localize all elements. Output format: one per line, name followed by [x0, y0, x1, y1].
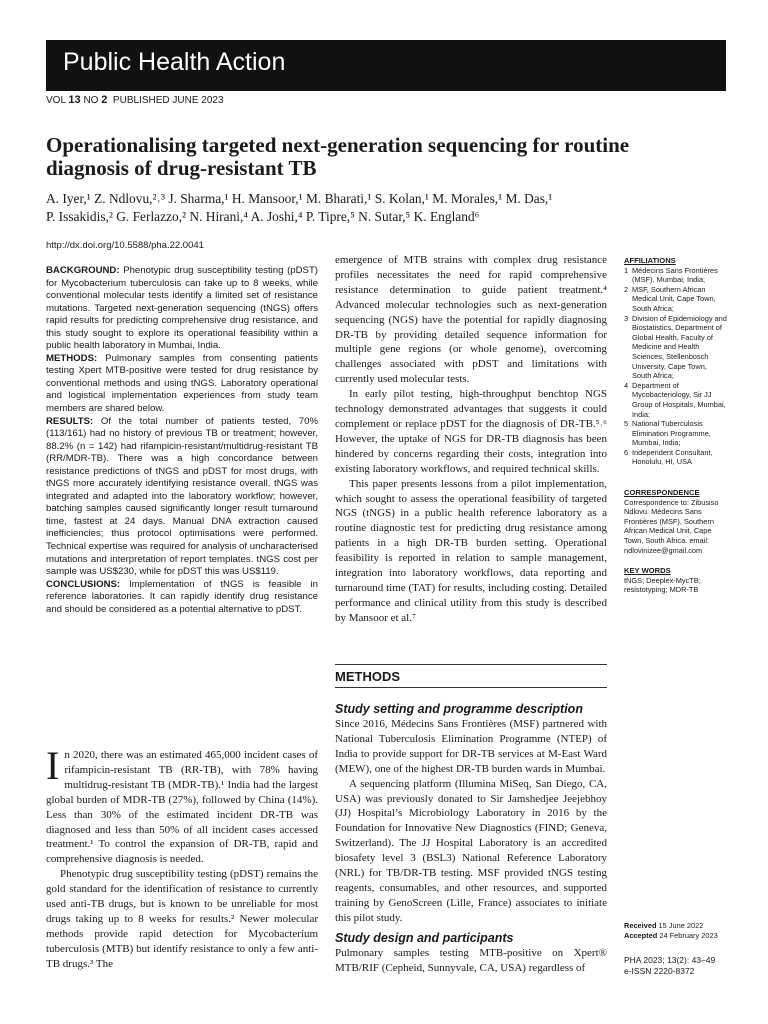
affiliation-item [624, 381, 728, 419]
affiliations-list [624, 266, 728, 467]
affiliation-text: MSF, Southern African Medical Unit, Cape Town, South Africa; [632, 284, 716, 313]
citation-block [624, 955, 734, 977]
vol-number: 13 [68, 94, 81, 106]
authors-line-2: P. Issakidis,² G. Ferlazzo,² N. Hirani,⁴ A. Joshi,⁴ P. Tipre,⁵ N. Sutar,⁵ K. England⁶ [46, 209, 480, 224]
affiliation-number: 4 [624, 380, 629, 390]
authors-line-1: A. Iyer,¹ Z. Ndlovu,²˒³ J. Sharma,¹ H. Mansoor,¹ M. Bharati,¹ S. Kolan,¹ M. Morales,¹ M. Das,¹ [46, 191, 553, 206]
vol-label: VOL [46, 95, 66, 106]
methods-heading: METHODS [335, 664, 607, 688]
methods-column [335, 701, 607, 976]
no-label: NO [83, 95, 99, 106]
affiliation-number: 5 [624, 419, 629, 429]
intro-paragraph-1: In 2020, there was an estimated 465,000 incident cases of rifampicin-resistant TB (RR-TB), with 78% having multidrug-resistant TB (MDR-TB).¹ India had the largest global burden of MDR-TB (27%), followed by China (14%). Less than 30% of the estimated incident DR-TB was diagnosed and less than 50% of all incident cases accessed treatment.¹ To control the expansion of DR-TB, rapid and comprehensive diagnosis is needed. [46, 743, 318, 866]
methods-paragraph-3: Pulmonary samples testing MTB-positive on Xpert® MTB/RIF (Cepheid, Sunnyvale, CA, USA) regardless of [335, 946, 607, 974]
issue-number: 2 [101, 94, 108, 106]
affiliation-text: National Tuberculosis Elimination Programme, Mumbai, India; [632, 419, 711, 448]
accepted-date: 24 February 2023 [659, 930, 718, 940]
correspondence-heading: CORRESPONDENCE [624, 488, 700, 497]
eissn: e-ISSN 2220-8372 [624, 966, 695, 976]
affiliation-item [624, 314, 728, 381]
keywords-block [624, 566, 728, 595]
abstract-background: BACKGROUND: Phenotypic drug susceptibility testing (pDST) for Mycobacterium tuberculosis can take up to 8 weeks, while conventional molecular tests identify a limited set of resistance mutations. Targeted next-generation sequencing (tNGS) offers rapid results for predicting comprehensive drug resistance, and this study sought to explore its operational feasibility within a public health laboratory in Mumbai, India. [46, 265, 318, 352]
subheading-study-design: Study design and participants [335, 930, 514, 945]
methods-paragraph-2: A sequencing platform (Illumina MiSeq, San Diego, CA, USA) was previously donated to Sir Jamshedjee Jeejebhoy (JJ) Hospital’s Microbiology Laboratory in 2016 by the Foundation for Innovative New Diagnostics (FIND; Geneva, Switzerland). The JJ Hospital Laboratory is an accredited biosafety level 3 (BSL3) National Reference Laboratory (NRL) for TB/DR-TB testing. MSF provided tNGS testing reagents, consumables, and other resources, and supported training by GenoScreen (Lille, France) associates to initiate this pilot study. [335, 777, 607, 924]
affiliations-heading: AFFILIATIONS [624, 256, 676, 265]
dates-block [624, 921, 734, 940]
affiliation-text: Division of Epidemiology and Biostatistics, Department of Global Health, Faculty of Medicine and Health Sciences, Stellenbosch University, Cape Town, South Africa; [632, 313, 727, 381]
affiliation-number: 3 [624, 313, 629, 323]
affiliation-item [624, 419, 728, 448]
subheading-study-setting: Study setting and programme description [335, 702, 583, 716]
intro-paragraph-4: In early pilot testing, high-throughput benchtop NGS technology demonstrated advantages that suggests it could complement or replace pDST for the diagnosis of DR-TB.⁵˒⁶ However, the uptake of NGS for DR-TB diagnosis has been hindered by concerns regarding their costs, integration into existing laboratory workflows, and required technical skills. [335, 388, 607, 475]
abstract-conclusions: CONCLUSIONS: Implementation of tNGS is feasible in reference laboratories. It can rapidly identify drug resistance and should be considered as a potential alternative to pDST. [46, 578, 318, 615]
journal-name: Public Health Action [63, 48, 286, 76]
methods-paragraph-1: Since 2016, Médecins Sans Frontières (MSF) partnered with National Tuberculosis Elimination Programme (NTEP) of India to provide support for DR-TB services at M-East Ward (MEW), one of the highest DR-TB burden wards in Mumbai. [335, 718, 607, 775]
keywords-heading: KEY WORDS [624, 566, 671, 575]
drop-cap: I [46, 743, 60, 788]
affiliation-number: 1 [624, 265, 629, 275]
article-title: Operationalising targeted next-generation sequencing for routine diagnosis of drug-resistant TB [46, 133, 630, 180]
affiliation-number: 6 [624, 447, 629, 457]
abstract [46, 265, 318, 616]
correspondence-text: Correspondence to: Zibusiso Ndlovu. Médecins Sans Frontières (MSF), Southern African Medical Unit, Cape Town, South Africa. email: ndlovinizee@gmail.com [624, 497, 719, 555]
accepted-label: Accepted [624, 930, 658, 940]
affiliation-text: Department of Mycobacteriology, Sir JJ Group of Hospitals, Mumbai, India; [632, 380, 726, 419]
affiliation-text: Independent Consultant, Honolulu, HI, USA [632, 447, 713, 467]
citation: PHA 2023; 13(2): 43–49 [624, 955, 716, 965]
abstract-methods: METHODS: Pulmonary samples from consenting patients testing Xpert MTB-positive were tested for drug resistance by conventional methods and using tNGS. Laboratory operational and logistical implementation experiences from study team members are shared below. [46, 352, 318, 415]
affiliation-item [624, 266, 728, 285]
affiliation-item [624, 285, 728, 314]
intro-paragraph-5: This paper presents lessons from a pilot implementation, which sought to assess the operational feasibility of targeted NGS (tNGS) in a public health reference laboratory as a routine diagnostic test for predicting drug resistance among patients in a high DR-TB burden setting. Operational feasibility is reported in relation to sample management, integration into laboratory workflows, data reporting and turnaround time (TAT) for results, including costing. Detailed performance and clinical utility from this study is described by Mansoor et al.⁷ [335, 477, 607, 624]
intro-paragraph-3: emergence of MTB strains with complex drug resistance profiles necessitates the need for rapid comprehensive resistance determination to guide patient treatment.⁴ Advanced molecular technologies such as next-generation sequencing (NGS) have the potential for rapidly diagnosing DR-TB by providing detailed sequence information for multiple gene regions (or whole genome), overcoming challenges associated with pDST and limitations with currently used molecular tests. [335, 254, 607, 386]
abstract-results: RESULTS: Of the total number of patients tested, 70% (113/161) had no history of previous TB or treatment; however, 88.2% (n = 142) had rifampicin-resistant/multidrug-resistant TB (RR/MDR-TB). There was a high concordance between resistance predictions of tNGS and pDST for most drugs, with tNGS more accurately identifying resistance overall. tNGS was integrated and adapted into the laboratory workflow; however, batching samples caused significantly longer result turnaround time, fastest at 24 days. Manual DNA extraction caused inefficiencies; thus protocol optimisations were performed. Technical expertise was required for analysis of uncharacterised mutations and interpretation of report templates. tNGS cost per sample was US$230, while for pDST this was US$119. [46, 415, 318, 578]
journal-banner [46, 40, 726, 91]
intro-paragraph-2: Phenotypic drug susceptibility testing (pDST) remains the gold standard for the identification of resistance to currently used anti-TB drugs, but is known to be unreliable for most drugs taking up to 8 weeks for results.² Newer molecular methods provide rapid detection for Mycobacterium tuberculosis (MTB) but identify resistance to only a few anti-TB drugs.³ The [46, 868, 318, 970]
received-date: 15 June 2022 [658, 921, 704, 930]
published-date: PUBLISHED JUNE 2023 [112, 95, 224, 106]
intro-column [46, 743, 318, 972]
author-list [46, 190, 696, 226]
affiliation-number: 2 [624, 284, 629, 294]
correspondence-block [624, 488, 728, 555]
intro-column-2 [335, 253, 607, 626]
doi-link[interactable]: http://dx.doi.org/10.5588/pha.22.0041 [46, 240, 204, 251]
affiliation-item [624, 448, 728, 467]
volume-line [46, 94, 224, 106]
affiliations-block [624, 256, 728, 467]
received-label: Received [624, 921, 657, 930]
affiliation-text: Médecins Sans Frontières (MSF), Mumbai, India; [632, 265, 718, 285]
keywords-text: tNGS; Deeplex-MycTB; resistotyping; MDR-TB [624, 575, 701, 595]
